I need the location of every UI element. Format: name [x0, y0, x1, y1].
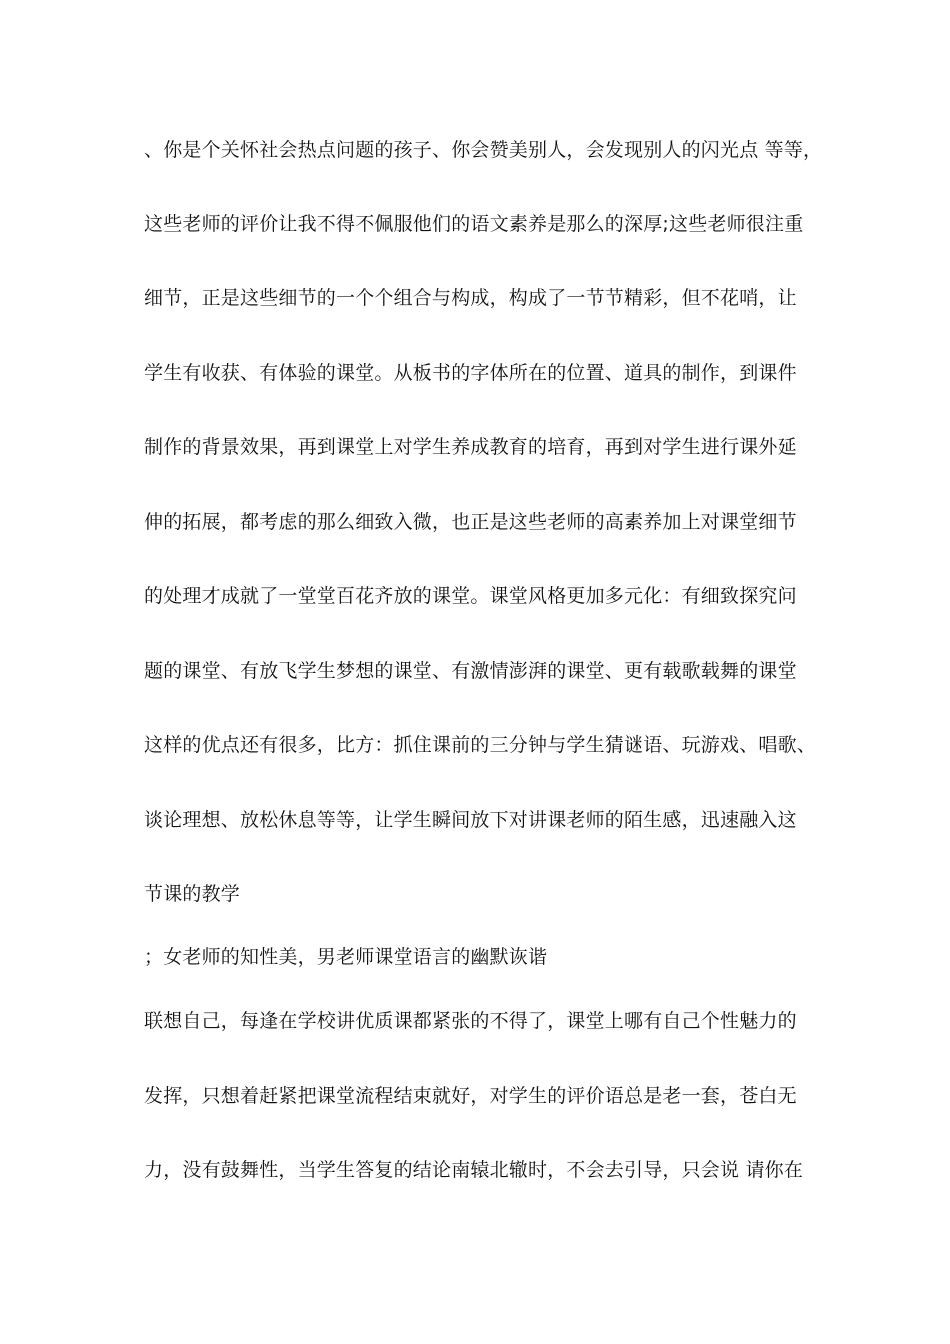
text-line-12: ；女老师的知性美，男老师课堂语言的幽默诙谐 — [144, 946, 548, 968]
text-line-14: 发挥，只想着赶紧把课堂流程结束就好，对学生的评价语总是老一套，苍白无 — [144, 1085, 797, 1107]
text-line-4: 学生有收获、有体验的课堂。从板书的字体所在的位置、道具的制作，到课件 — [144, 362, 797, 384]
text-line-2: 这些老师的评价让我不得不佩服他们的语文素养是那么的深厚;这些老师很注重 — [144, 213, 804, 235]
text-line-15: 力，没有鼓舞性，当学生答复的结论南辕北辙时，不会去引导，只会说 请你在 — [144, 1159, 804, 1181]
text-line-13: 联想自己，每逢在学校讲优质课都紧张的不得了，课堂上哪有自己个性魅力的 — [144, 1010, 797, 1032]
text-line-10: 谈论理想、放松休息等等，让学生瞬间放下对讲课老师的陌生感，迅速融入这 — [144, 809, 797, 831]
text-line-11: 节课的教学 — [144, 883, 241, 905]
text-line-8: 题的课堂、有放飞学生梦想的课堂、有激情澎湃的课堂、更有载歌载舞的课堂 — [144, 660, 797, 682]
text-line-6: 伸的拓展，都考虑的那么细致入微，也正是这些老师的高素养加上对课堂细节 — [144, 511, 797, 533]
text-line-5: 制作的背景效果，再到课堂上对学生养成教育的培育，再到对学生进行课外延 — [144, 436, 797, 458]
text-line-9: 这样的优点还有很多，比方：抓住课前的三分钟与学生猜谜语、玩游戏、唱歌、 — [144, 734, 817, 756]
text-line-1: 、你是个关怀社会热点问题的孩子、你会赞美别人，会发现别人的闪光点 等等， — [144, 139, 823, 161]
text-line-7: 的处理才成就了一堂堂百花齐放的课堂。课堂风格更加多元化：有细致探究问 — [144, 585, 797, 607]
text-line-3: 细节，正是这些细节的一个个组合与构成，构成了一节节精彩，但不花哨，让 — [144, 287, 797, 309]
